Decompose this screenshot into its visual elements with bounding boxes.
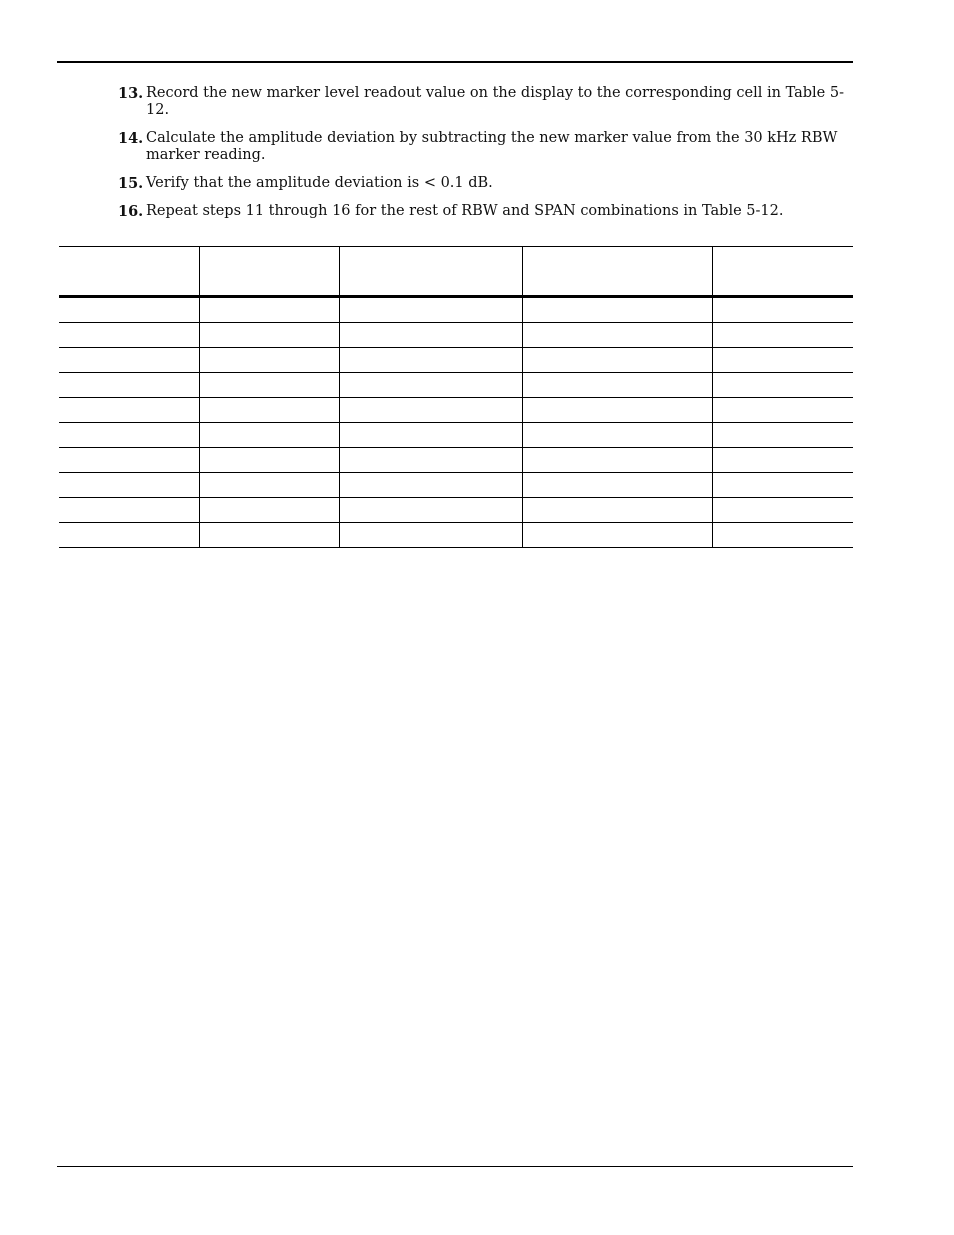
step-15 [118, 175, 853, 192]
table-cell [199, 498, 339, 523]
table-cell [339, 498, 522, 523]
table-cell [339, 473, 522, 498]
table-cell [199, 297, 339, 323]
step-number: 13. [118, 85, 144, 102]
table-cell [522, 423, 712, 448]
table-cell [199, 448, 339, 473]
table-cell [712, 348, 853, 373]
table-cell [59, 323, 199, 348]
table-cell [59, 297, 199, 323]
step-number: 14. [118, 130, 144, 147]
table-body [59, 297, 853, 548]
table-cell [522, 297, 712, 323]
step-number: 16. [118, 203, 144, 220]
table-row [59, 373, 853, 398]
table-row [59, 348, 853, 373]
table-cell [59, 523, 199, 548]
table-cell [199, 323, 339, 348]
step-text: Repeat steps 11 through 16 for the rest of RBW and SPAN combinations in Table 5-12. [146, 203, 784, 219]
step-text: Record the new marker level readout value on the display to the corresponding cell in Table 5-12. [146, 85, 844, 118]
table-cell [339, 423, 522, 448]
procedure-steps [118, 85, 853, 220]
table-cell [712, 423, 853, 448]
step-14 [118, 130, 853, 164]
table-cell [59, 448, 199, 473]
table-cell [339, 398, 522, 423]
step-text: Calculate the amplitude deviation by subtracting the new marker value from the 30 kHz RBW marker reading. [146, 130, 838, 163]
table-cell [339, 348, 522, 373]
table-cell [712, 473, 853, 498]
step-text: Verify that the amplitude deviation is < 0.1 dB. [146, 175, 493, 191]
table-row [59, 323, 853, 348]
table-cell [712, 297, 853, 323]
table-header-cell [522, 247, 712, 297]
table-cell [712, 498, 853, 523]
table-cell [339, 297, 522, 323]
table-cell [199, 398, 339, 423]
table-cell [339, 448, 522, 473]
table-cell [522, 448, 712, 473]
table-cell [199, 348, 339, 373]
table-header-row [59, 247, 853, 297]
table-cell [339, 373, 522, 398]
table-header-cell [199, 247, 339, 297]
table-cell [712, 398, 853, 423]
table-cell [339, 323, 522, 348]
table-row [59, 398, 853, 423]
step-16 [118, 203, 853, 220]
table-cell [199, 373, 339, 398]
table-cell [712, 448, 853, 473]
table-header-cell [712, 247, 853, 297]
table-row [59, 448, 853, 473]
table-cell [59, 373, 199, 398]
step-13 [118, 85, 853, 119]
table-row [59, 523, 853, 548]
table-row [59, 498, 853, 523]
header-rule [57, 61, 853, 63]
table-cell [712, 373, 853, 398]
table-cell [199, 473, 339, 498]
table-cell [712, 323, 853, 348]
table-cell [522, 398, 712, 423]
table-cell [522, 348, 712, 373]
table-cell [199, 523, 339, 548]
table-cell [522, 498, 712, 523]
table-header-cell [59, 247, 199, 297]
table-cell [59, 348, 199, 373]
table-cell [522, 323, 712, 348]
table-cell [59, 473, 199, 498]
footer-rule [57, 1166, 853, 1167]
table-row [59, 423, 853, 448]
step-number: 15. [118, 175, 144, 192]
table-row [59, 473, 853, 498]
deviation-table [59, 246, 853, 548]
table-cell [59, 498, 199, 523]
table-cell [199, 423, 339, 448]
table-cell [59, 398, 199, 423]
table-cell [522, 473, 712, 498]
table-header-cell [339, 247, 522, 297]
table-row [59, 297, 853, 323]
table-cell [522, 373, 712, 398]
table-cell [339, 523, 522, 548]
table-cell [712, 523, 853, 548]
table-cell [522, 523, 712, 548]
table-cell [59, 423, 199, 448]
